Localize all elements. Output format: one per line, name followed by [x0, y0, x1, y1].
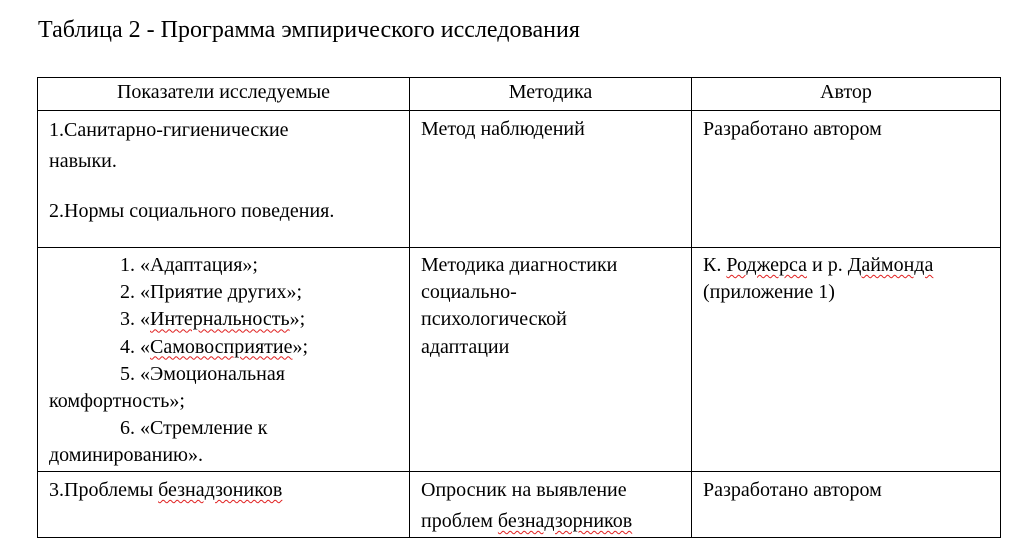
table-header-row: [38, 78, 1001, 111]
cell-indicators: [38, 472, 410, 538]
cell-author: [692, 472, 1001, 538]
indicator-3: 3.Проблемы безнадзоников: [49, 479, 283, 501]
method-line: социально-: [421, 281, 517, 304]
spelling-flagged-word: безнадзоников: [158, 479, 283, 501]
list-item: 1. «Адаптация»;: [120, 254, 258, 276]
table-row: [38, 472, 1001, 538]
table-caption: Таблица 2 - Программа эмпирического исследования: [38, 17, 580, 43]
list-item: 5. «Эмоциональная: [120, 362, 285, 385]
spelling-flagged-word: Самовосприятие: [150, 335, 293, 358]
list-item: 4. «Самовосприятие»;: [120, 335, 309, 358]
author-line: К. Роджерса и р. Даймонда: [703, 254, 934, 276]
cell-indicators: [38, 248, 410, 472]
spelling-flagged-word: безнадзорников: [497, 510, 633, 532]
cell-author: [692, 111, 1001, 248]
cell-method: [410, 111, 692, 248]
spelling-flagged-word: Интернальность: [150, 308, 290, 331]
cell-author: [692, 248, 1001, 472]
cell-indicators: [38, 111, 410, 248]
method-line: психологической: [421, 308, 567, 331]
spelling-flagged-word: Роджерса: [726, 254, 807, 276]
list-item: 6. «Стремление к: [120, 417, 268, 440]
research-program-table: [37, 77, 1001, 538]
indicator-1a: 1.Санитарно-гигиенические: [49, 119, 289, 141]
method-line: Методика диагностики: [421, 254, 618, 276]
header-author: Автор: [692, 78, 1001, 111]
list-item-continuation: доминированию».: [49, 444, 203, 467]
author-line: (приложение 1): [703, 281, 835, 304]
cell-method: [410, 472, 692, 538]
header-indicators: Показатели исследуемые: [38, 78, 410, 111]
method-line: адаптации: [421, 335, 510, 358]
spelling-flagged-word: Даймонда: [847, 254, 934, 276]
method-text: Метод наблюдений: [421, 118, 585, 140]
table-row: [38, 248, 1001, 472]
cell-method: [410, 248, 692, 472]
table-row: [38, 111, 1001, 248]
author-text: Разработано автором: [703, 118, 882, 140]
method-line: Опросник на выявление: [421, 479, 627, 501]
indicator-2: 2.Нормы социального поведения.: [49, 200, 335, 222]
list-item-continuation: комфортность»;: [49, 390, 185, 413]
indicator-1b: навыки.: [49, 150, 117, 172]
header-method: Методика: [410, 78, 692, 111]
author-text: Разработано автором: [703, 479, 882, 501]
method-line: проблем безнадзорников: [421, 510, 633, 532]
list-item: 3. «Интернальность»;: [120, 308, 306, 331]
list-item: 2. «Приятие других»;: [120, 281, 303, 304]
